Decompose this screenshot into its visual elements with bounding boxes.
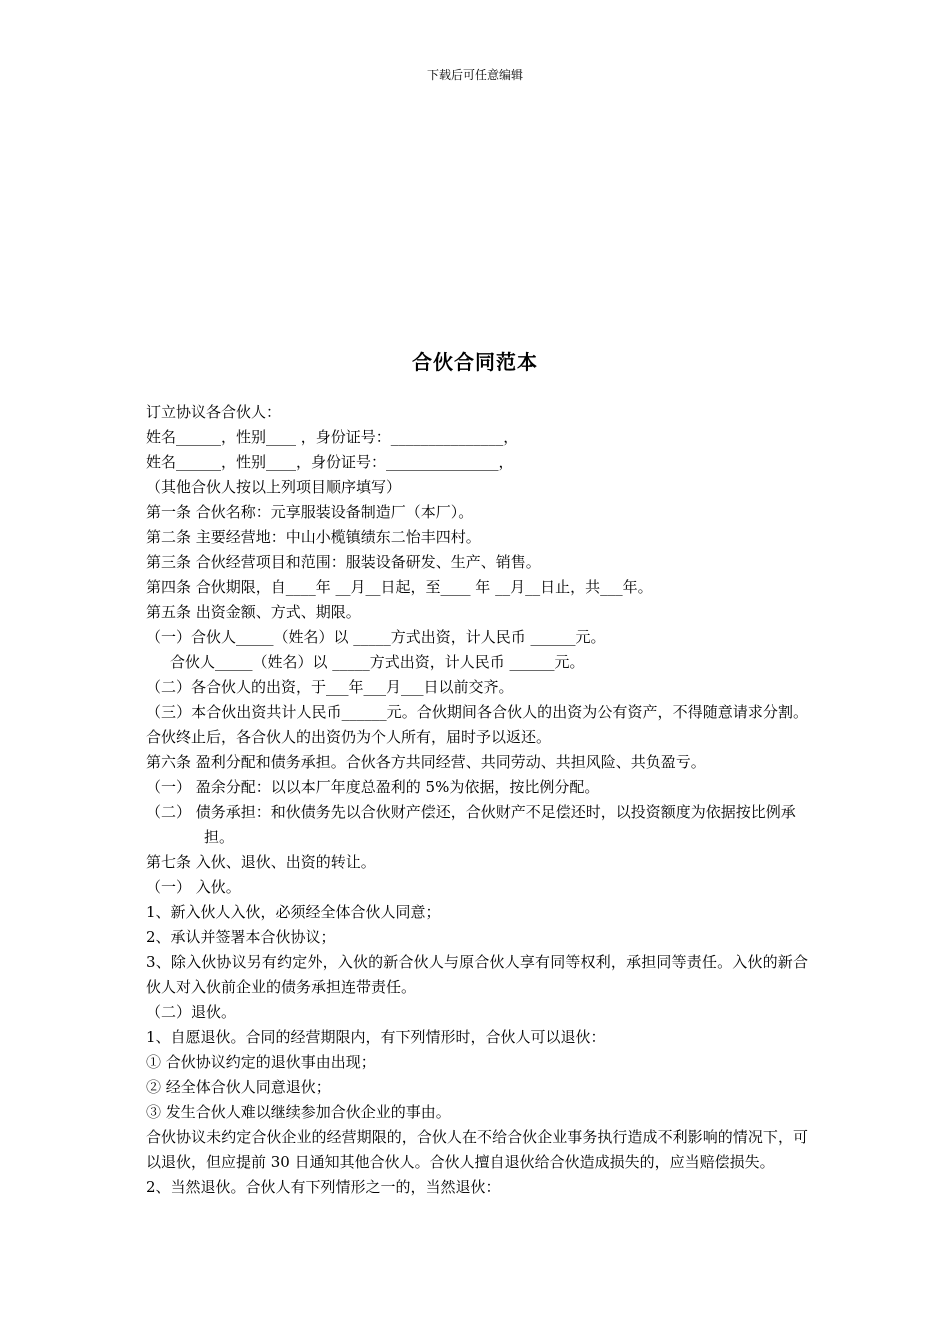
list-item: 1、自愿退伙。合同的经营期限内，有下列情形时，合伙人可以退伙： (146, 1028, 606, 1046)
document-title: 合伙合同范本 (412, 350, 538, 374)
article-5: 第五条 出资金额、方式、期限。 (146, 603, 361, 621)
list-item: ① 合伙协议约定的退伙事由出现； (146, 1053, 376, 1071)
paragraph: 合伙人_____（姓名）以 _____方式出资，计人民币 ______元。 (170, 653, 585, 671)
article-2: 第二条 主要经营地：中山小榄镇绩东二怡丰四村。 (146, 528, 481, 546)
paragraph: 姓名______，性别____ ，身份证号：_______________， (146, 428, 519, 446)
list-item: 1、新入伙人入伙，必须经全体合伙人同意； (146, 903, 441, 921)
paragraph: 姓名______，性别____，身份证号：_______________， (146, 453, 514, 471)
paragraph: 订立协议各合伙人： (146, 403, 282, 421)
paragraph: （二）退伙。 (146, 1003, 237, 1021)
paragraph: （三）本合伙出资共计人民币______元。合伙期间各合伙人的出资为公有资产，不得随意请求分割。合伙终止后，各合伙人的出资仍为个人所有，届时予以返还。 (146, 703, 808, 746)
list-item: 2、当然退伙。合伙人有下列情形之一的，当然退伙： (146, 1178, 501, 1196)
article-1: 第一条 合伙名称：元享服装设备制造厂（本厂）。 (146, 503, 474, 521)
paragraph: （二）各合伙人的出资，于___年___月___日以前交齐。 (146, 678, 514, 696)
paragraph: （一）合伙人_____（姓名）以 _____方式出资，计人民币 ______元。 (146, 628, 606, 646)
article-6: 第六条 盈利分配和债务承担。合伙各方共同经营、共同劳动、共担风险、共负盈亏。 (146, 753, 706, 771)
list-item: ② 经全体合伙人同意退伙； (146, 1078, 331, 1096)
header-note: 下载后可任意编辑 (426, 68, 523, 82)
paragraph: （二） 债务承担：和伙债务先以合伙财产偿还，合伙财产不足偿还时，以投资额度为依据按比例承担。 (146, 803, 796, 846)
list-item: ③ 发生合伙人难以继续参加合伙企业的事由。 (146, 1103, 451, 1121)
article-3: 第三条 合伙经营项目和范围：服装设备研发、生产、销售。 (146, 553, 541, 571)
paragraph: （一） 盈余分配：以以本厂年度总盈利的 5%为依据，按比例分配。 (146, 778, 600, 796)
paragraph: （其他合伙人按以上列项目顺序填写） (146, 478, 402, 496)
article-7: 第七条 入伙、退伙、出资的转让。 (146, 853, 376, 871)
list-item: 2、承认并签署本合伙协议； (146, 928, 336, 946)
paragraph: 合伙协议未约定合伙企业的经营期限的，合伙人在不给合伙企业事务执行造成不利影响的情况下，可以退伙，但应提前 30 日通知其他合伙人。合伙人擅自退伙给合伙造成损失的，应当赔偿损失。 (146, 1128, 808, 1171)
document-body (146, 400, 808, 1200)
article-4: 第四条 合伙期限，自____年 __月__日起，至____ 年 __月__日止，共___年。 (146, 578, 653, 596)
list-item: 3、除入伙协议另有约定外，入伙的新合伙人与原合伙人享有同等权利，承担同等责任。入伙的新合伙人对入伙前企业的债务承担连带责任。 (146, 953, 808, 996)
paragraph: （一） 入伙。 (146, 878, 241, 896)
